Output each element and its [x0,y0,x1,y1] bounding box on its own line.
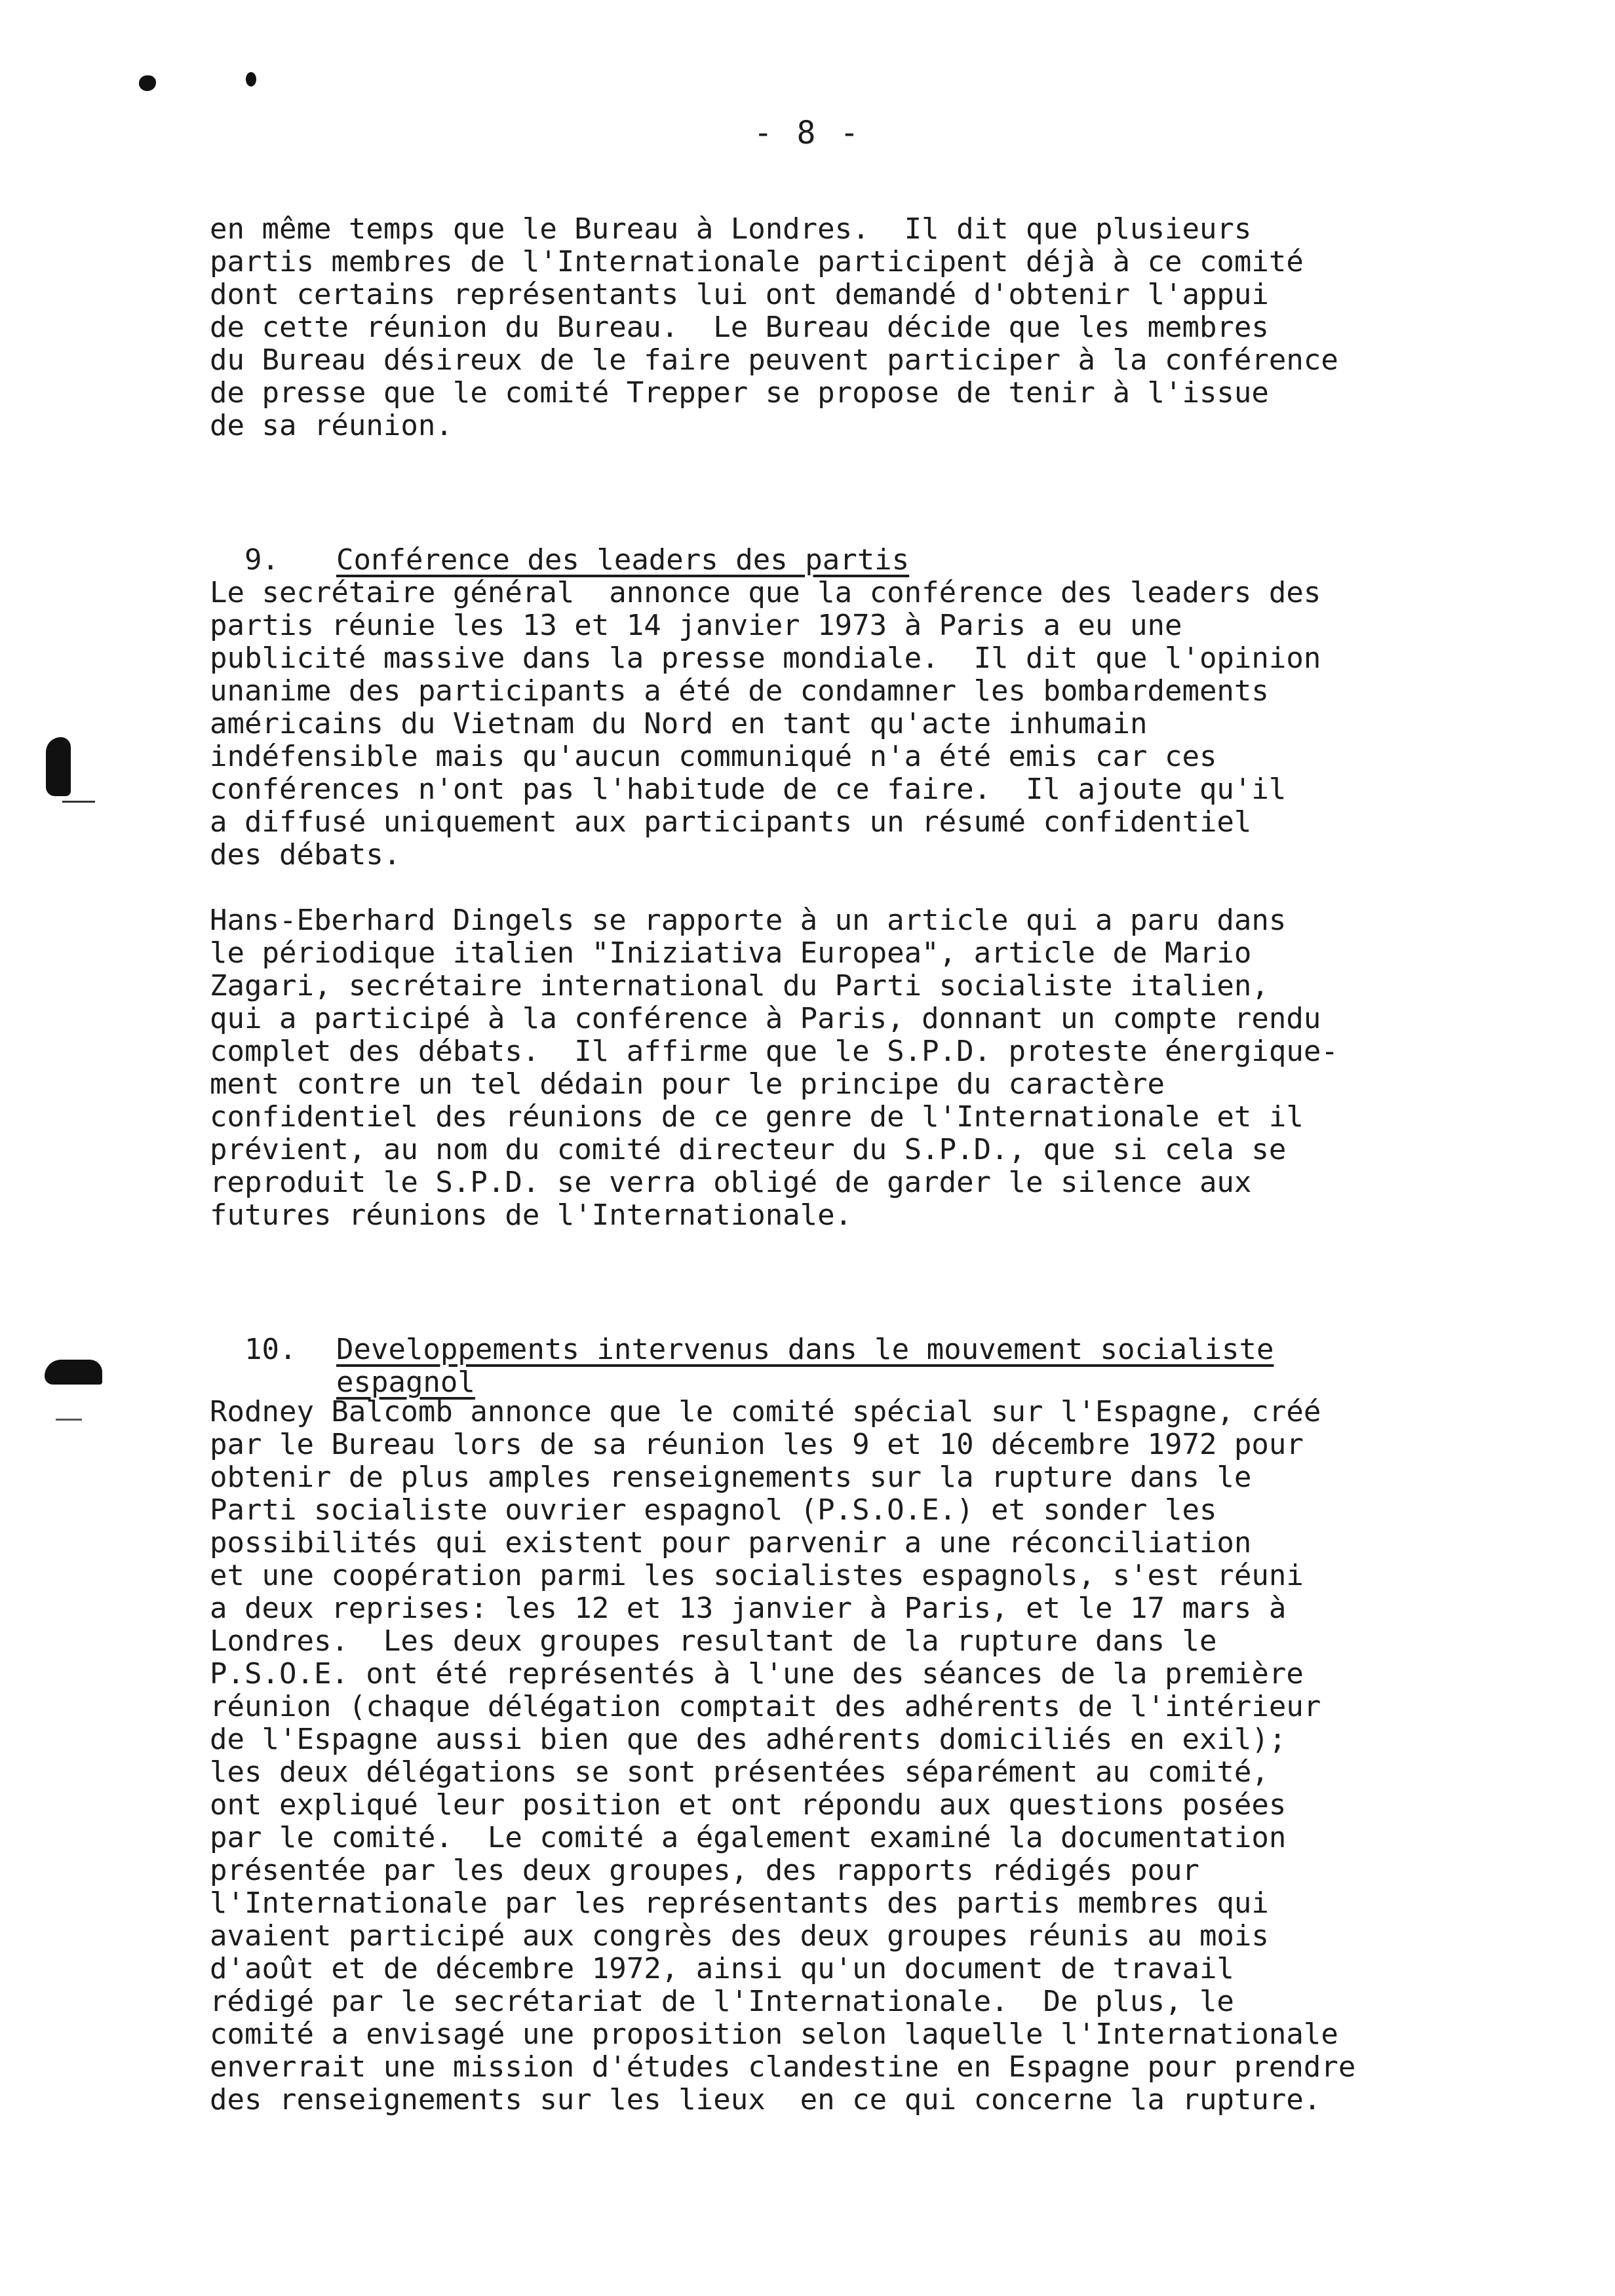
intro-paragraph: en même temps que le Bureau à Londres. Il dit que plusieurs partis membres de l'Internationale participent déjà à ce comité dont certains représentants lui ont demandé d'obtenir l'appui de cette réunion du Bureau. Le Bureau décide que les membres du Bureau désireux de le faire peuvent participer à la conférence de presse que le comité Trepper se propose de tenir à l'issue de sa réunion. [210,212,1338,442]
punch-hole-shadow [56,1419,82,1421]
section-title: Conférence des leaders des partis [336,543,910,577]
section-paragraph: Le secrétaire général annonce que la conférence des leaders des partis réunie les 13 et 14 janvier 1973 à Paris a eu une publicité massive dans la presse mondiale. Il dit que l'opinion unanime des participants a été de condamner les bombardements américains du Vietnam du Nord en tant qu'acte inhumain indéfensible mais qu'aucun communiqué n'a été emis car ces conférences n'ont pas l'habitude de ce faire. Il ajoute qu'il a diffusé uniquement aux participants un résumé confidentiel des débats. [210,576,1321,871]
section-number: 9. [244,543,279,577]
ink-mark [139,75,156,91]
page-number: - 8 - [753,115,862,151]
section-heading [210,1301,1274,1399]
section-paragraph: Rodney Balcomb annonce que le comité spécial sur l'Espagne, créé par le Bureau lors de sa réunion les 9 et 10 décembre 1972 pour obtenir de plus amples renseignements sur la rupture dans le Parti socialiste ouvrier espagnol (P.S.O.E.) et sonder les possibilités qui existent pour parvenir a une réconciliation et une coopération parmi les socialistes espagnols, s'est réuni a deux reprises: les 12 et 13 janvier à Paris, et le 17 mars à Londres. Les deux groupes resultant de la rupture dans le P.S.O.E. ont été représentés à l'une des séances de la première réunion (chaque délégation comptait des adhérents de l'intérieur de l'Espagne aussi bien que des adhérents domiciliés en exil); les deux délégations se sont présentées séparément au comité, ont expliqué leur position et ont répondu aux questions posées par le comité. Le comité a également examiné la documentation présentée par les deux groupes, des rapports rédigés pour l'Internationale par les représentants des partis membres qui avaient participé aux congrès des deux groupes réunis au mois d'août et de décembre 1972, ainsi qu'un document de travail rédigé par le secrétariat de l'Internationale. De plus, le comité a envisagé une proposition selon laquelle l'Internationale enverrait une mission d'études clandestine en Espagne pour prendre des renseignements sur les lieux en ce qui concerne la rupture. [210,1395,1356,2116]
punch-hole-shadow [62,801,95,803]
section-title: Developpements intervenus dans le mouvement socialiste espagnol [336,1333,1274,1399]
punch-hole-mark [45,1360,102,1385]
punch-hole-mark [46,737,71,796]
section-number: 10. [244,1333,297,1366]
ink-mark [246,72,256,86]
section-paragraph: Hans-Eberhard Dingels se rapporte à un article qui a paru dans le périodique italien "Iniziativa Europea", article de Mario Zagari, secrétaire international du Parti socialiste italien, qui a participé à la conférence à Paris, donnant un compte rendu complet des débats. Il affirme que le S.P.D. proteste énergique- ment contre un tel dédain pour le principe du caractère confidentiel des réunions de ce genre de l'Internationale et il prévient, au nom du comité directeur du S.P.D., que si cela se reproduit le S.P.D. se verra obligé de garder le silence aux futures réunions de l'Internationale. [210,904,1338,1232]
section-heading [210,511,909,577]
